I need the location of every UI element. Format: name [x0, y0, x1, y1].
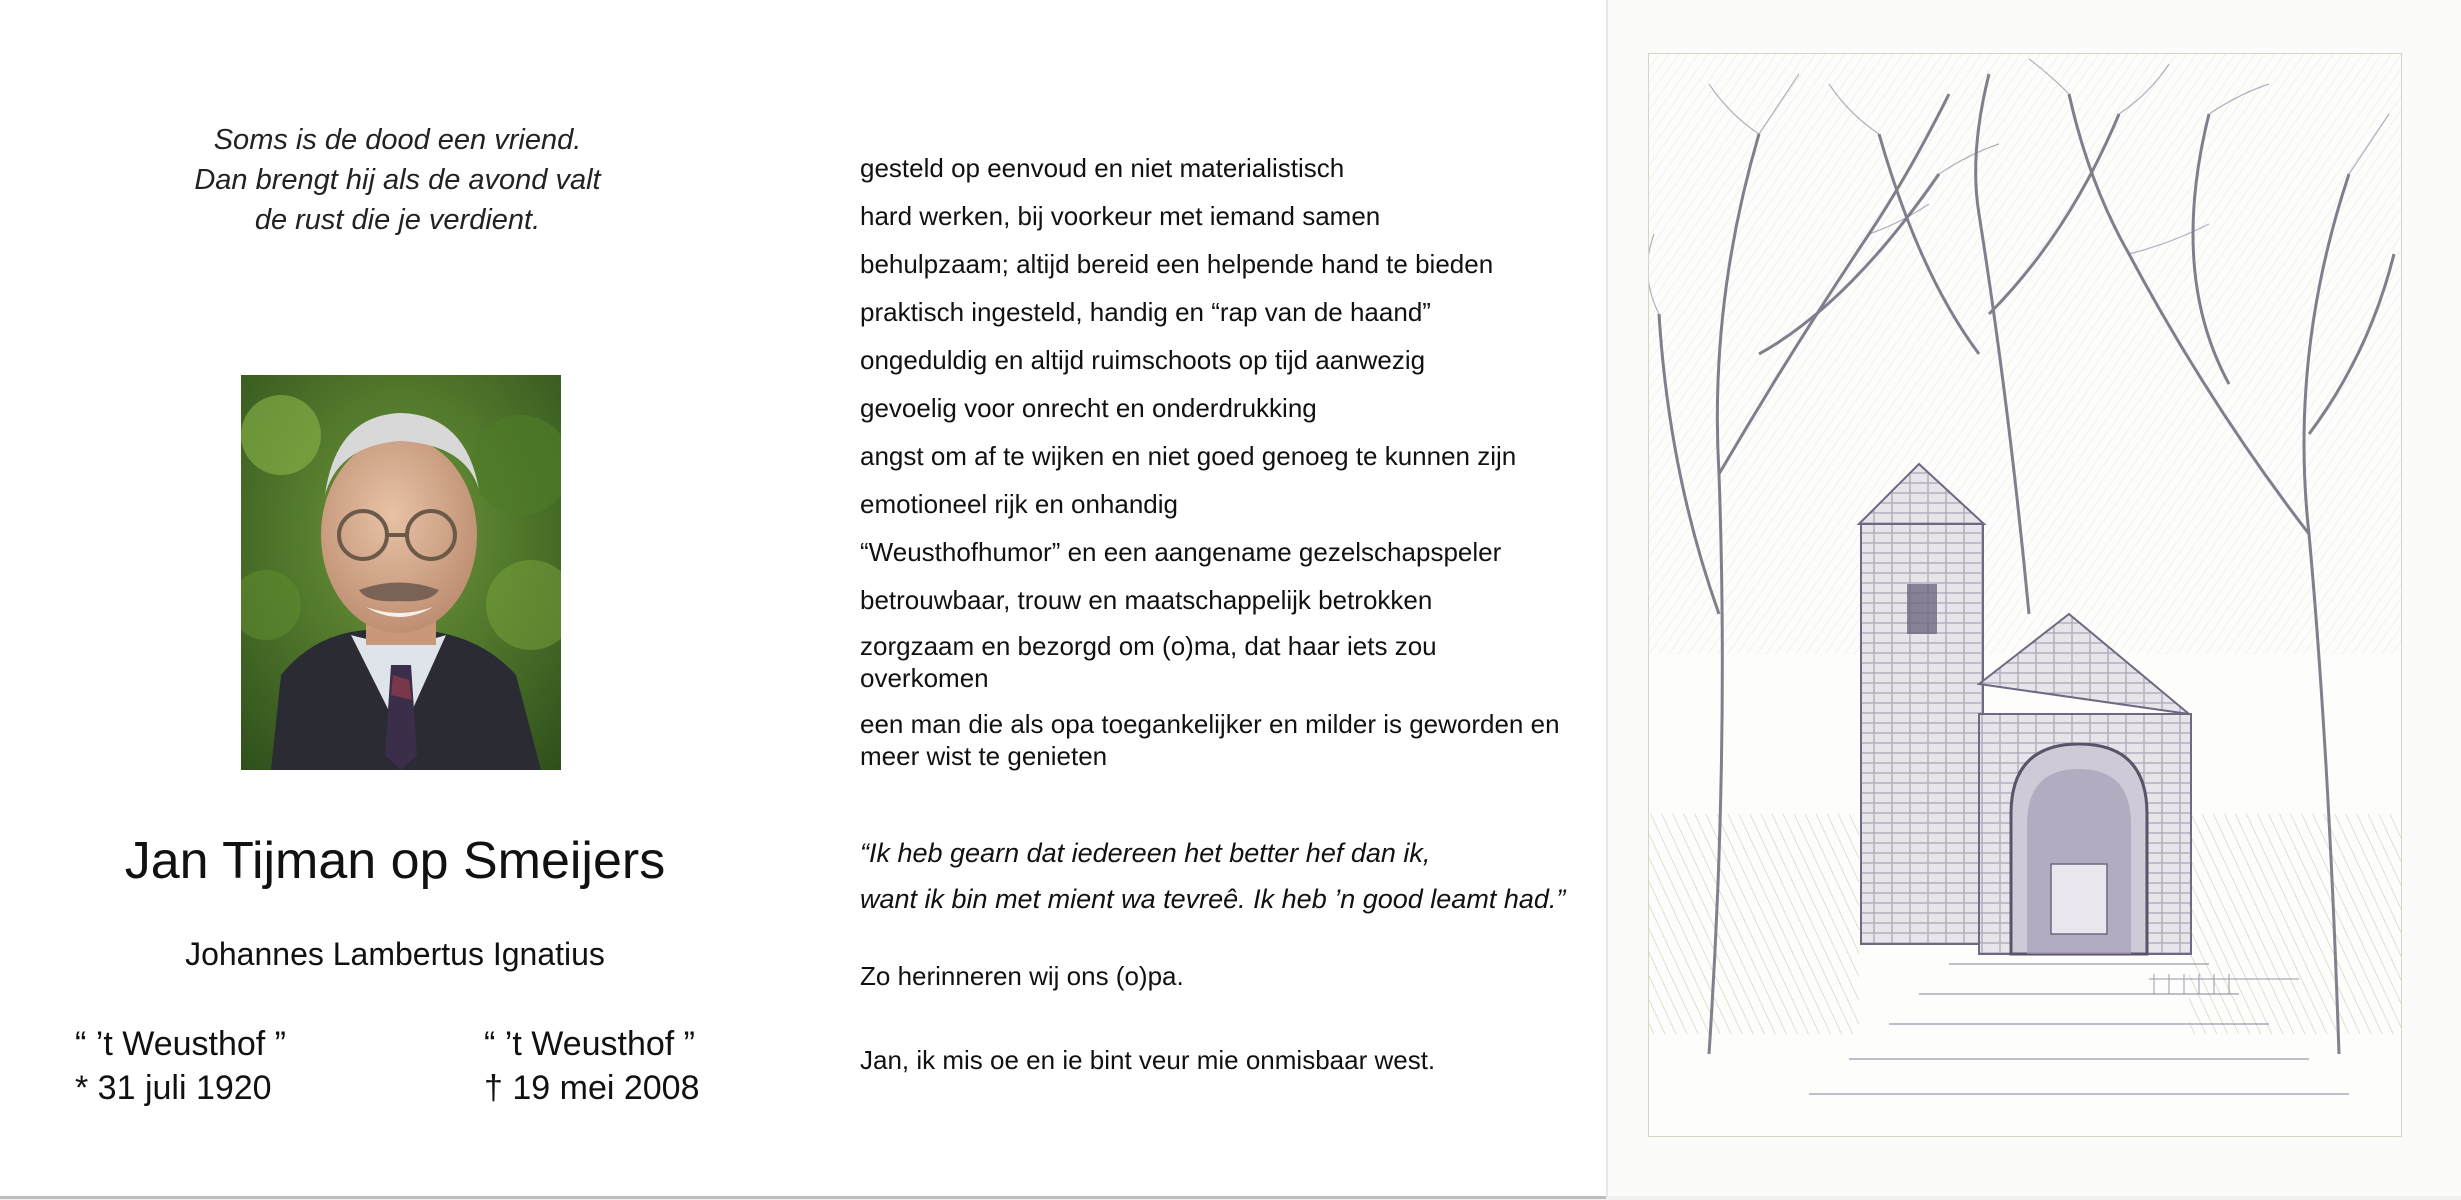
quote-line: “Ik heb gearn dat iedereen het better hef dan ik,: [860, 838, 1431, 868]
death-date: † 19 mei 2008: [484, 1069, 700, 1107]
given-names: Johannes Lambertus Ignatius: [185, 936, 605, 972]
poem: [120, 120, 675, 240]
remembrance-line: Zo herinneren wij ons (o)pa.: [860, 961, 1184, 991]
poem-line: Soms is de dood een vriend.: [213, 124, 582, 156]
trait-item: een man die als opa toegankelijker en milder is geworden en meer wist te genieten: [860, 709, 1560, 771]
farewell-line: Jan, ik mis oe en ie bint veur mie onmisbaar west.: [860, 1045, 1436, 1075]
trait-item: gevoelig voor onrecht en onderdrukking: [860, 393, 1317, 423]
chapel-drawing: [1648, 53, 2402, 1137]
trait-item: emotioneel rijk en onhandig: [860, 489, 1178, 519]
quote-line: want ik bin met mient wa tevreê. Ik heb ’n good leamt had.”: [860, 884, 1566, 914]
death-place: “ ’t Weusthof ”: [484, 1025, 695, 1063]
trait-item: angst om af te wijken en niet goed genoeg te kunnen zijn: [860, 441, 1517, 471]
traits-list: [860, 152, 1580, 788]
trait-item: ongeduldig en altijd ruimschoots op tijd aanwezig: [860, 345, 1426, 375]
trait-item: betrouwbaar, trouw en maatschappelijk betrokken: [860, 585, 1433, 615]
dialect-quote: [860, 830, 1580, 922]
trait-item: hard werken, bij voorkeur met iemand samen: [860, 201, 1381, 231]
trait-item: gesteld op eenvoud en niet materialistisch: [860, 153, 1345, 183]
trait-item: behulpzaam; altijd bereid een helpende hand te bieden: [860, 249, 1494, 279]
trait-item: “Weusthofhumor” en een aangename gezelschapspeler: [860, 537, 1502, 567]
birth-date: * 31 juli 1920: [75, 1069, 272, 1107]
trait-item: praktisch ingesteld, handig en “rap van de haand”: [860, 297, 1431, 327]
poem-line: de rust die je verdient.: [254, 204, 541, 236]
portrait-photo: [241, 375, 561, 770]
trait-item: zorgzaam en bezorgd om (o)ma, dat haar iets zou overkomen: [860, 631, 1437, 693]
poem-line: Dan brengt hij als de avond valt: [194, 164, 601, 196]
deceased-name: Jan Tijman op Smeijers: [124, 832, 666, 890]
birth-place: “ ’t Weusthof ”: [75, 1025, 286, 1063]
